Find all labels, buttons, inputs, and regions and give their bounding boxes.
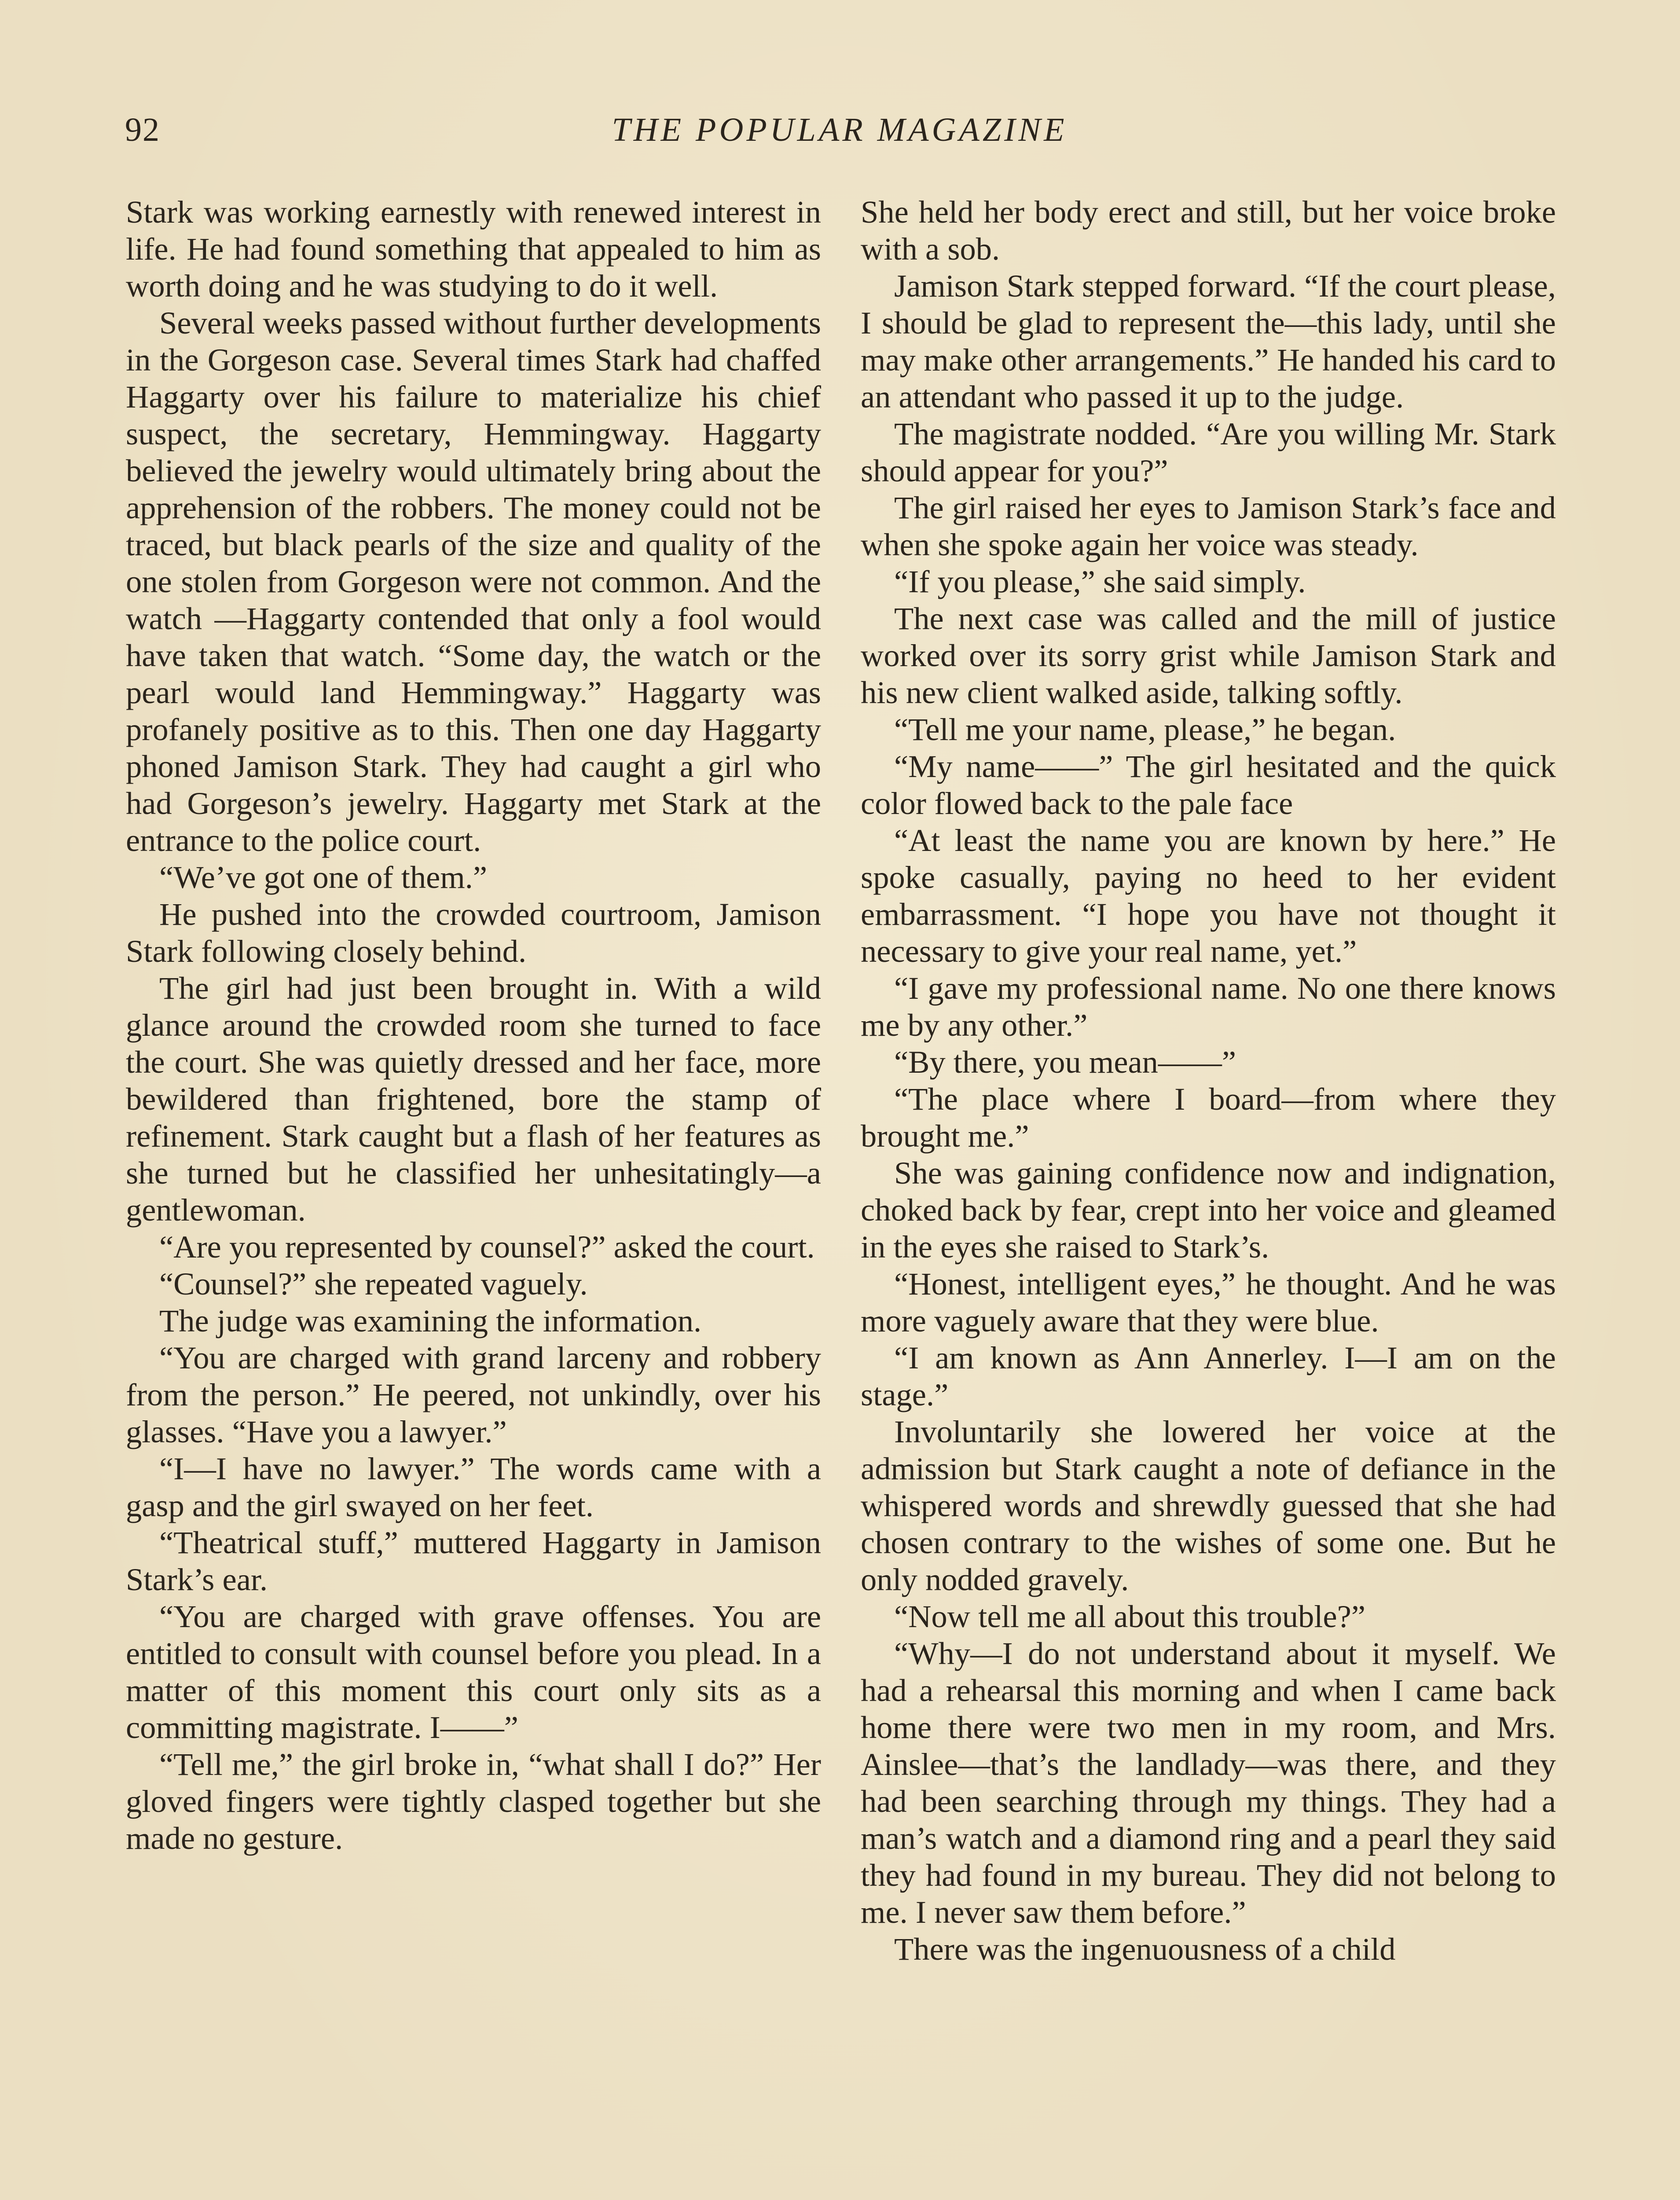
paragraph: Jamison Stark stepped forward. “If the court please, I should be glad to represent the—this lady, until she may make other arrangements.” He handed his card to an attendant who passed it up to the judge.: [861, 268, 1556, 414]
paragraph: “You are charged with grave offenses. You are entitled to consult with counsel before you plead. In a matter of this moment this court only sits as a committing magistrate. I——”: [126, 1599, 821, 1745]
paragraph: “I am known as Ann Annerley. I—I am on the stage.”: [861, 1340, 1556, 1412]
paragraph: The girl raised her eyes to Jamison Stark’s face and when she spoke again her voice was steady.: [861, 490, 1556, 562]
paragraph: “The place where I board—from where they brought me.”: [861, 1081, 1556, 1154]
paragraph: “Counsel?” she repeated vaguely.: [159, 1266, 588, 1302]
running-head: [125, 111, 1554, 159]
paragraph: “At least the name you are known by here.” He spoke casually, paying no heed to her evident embarrassment. “I hope you have not thought it necessary to give your real name, yet.”: [861, 822, 1556, 969]
paragraph: She held her body erect and still, but her voice broke with a sob.: [861, 194, 1556, 267]
paragraph: “I—I have no lawyer.” The words came with a gasp and the girl swayed on her feet.: [126, 1451, 821, 1523]
paragraph: The girl had just been brought in. With a wild glance around the crowded room she turned to face the court. She was quietly dressed and her face, more bewildered than frightened, bore the stamp of refinement. Stark caught but a flash of her features as she turned but he classified her unhesitatingly—a gentlewoman.: [126, 970, 821, 1228]
paragraph: Stark was working earnestly with renewed interest in life. He had found something that appealed to him as worth doing and he was studying to do it well.: [126, 194, 821, 304]
paragraph: “We’ve got one of them.”: [159, 859, 488, 895]
paragraph: “Now tell me all about this trouble?”: [894, 1599, 1366, 1634]
paragraph: The next case was called and the mill of justice worked over its sorry grist while Jamison Stark and his new client walked aside, talking softly.: [861, 601, 1556, 710]
paragraph: “Are you represented by counsel?” asked the court.: [159, 1229, 815, 1265]
magazine-title: THE POPULAR MAGAZINE: [612, 111, 1067, 148]
paragraph: “Tell me,” the girl broke in, “what shall I do?” Her gloved fingers were tightly clasped together but she made no gesture.: [126, 1746, 821, 1856]
paragraph: The judge was examining the information.: [159, 1303, 702, 1338]
page-number: 92: [125, 111, 160, 148]
paragraph: There was the ingenuousness of a child: [894, 1931, 1396, 1967]
paragraph: Several weeks passed without further developments in the Gorgeson case. Several times Stark had chaffed Haggarty over his failure to materialize his chief suspect, the secretary, Hemmingway. Haggarty believed the jewelry would ultimately bring about the apprehension of the robbers. The money could not be traced, but black pearls of the size and quality of the one stolen from Gorgeson were not common. And the watch —Haggarty contended that only a fool would have taken that watch. “Some day, the watch or the pearl would land Hemmingway.” Haggarty was profanely positive as to this. Then one day Haggarty phoned Jamison Stark. They had caught a girl who had Gorgeson’s jewelry. Haggarty met Stark at the entrance to the police court.: [126, 305, 821, 858]
paragraph: “Honest, intelligent eyes,” he thought. And he was more vaguely aware that they were blue.: [861, 1266, 1556, 1338]
paragraph: “By there, you mean——”: [894, 1044, 1236, 1080]
paragraph: He pushed into the crowded courtroom, Jamison Stark following closely behind.: [126, 896, 821, 969]
paragraph: The magistrate nodded. “Are you willing Mr. Stark should appear for you?”: [861, 416, 1556, 488]
left-column: [126, 194, 821, 1857]
paragraph: Involuntarily she lowered her voice at the admission but Stark caught a note of defiance in the whispered words and shrewdly guessed that she had chosen contrary to the wishes of some one. But he only nodded gravely.: [861, 1414, 1556, 1597]
right-column: [861, 194, 1556, 1968]
paragraph: “My name——” The girl hesitated and the quick color flowed back to the pale face: [861, 748, 1556, 821]
paragraph: “Why—I do not understand about it myself. We had a rehearsal this morning and when I came back home there were two men in my room, and Mrs. Ainslee—that’s the landlady—was there, and they had been searching through my things. They had a man’s watch and a diamond ring and a pearl they said they had found in my bureau. They did not belong to me. I never saw them before.”: [861, 1635, 1556, 1930]
paragraph: “Tell me your name, please,” he began.: [894, 711, 1396, 747]
paragraph: “I gave my professional name. No one there knows me by any other.”: [861, 970, 1556, 1043]
paragraph: “Theatrical stuff,” muttered Haggarty in Jamison Stark’s ear.: [126, 1525, 821, 1597]
paragraph: “You are charged with grand larceny and robbery from the person.” He peered, not unkindly, over his glasses. “Have you a lawyer.”: [126, 1340, 821, 1449]
paragraph: She was gaining confidence now and indignation, choked back by fear, crept into her voice and gleamed in the eyes she raised to Stark’s.: [861, 1155, 1556, 1265]
paragraph: “If you please,” she said simply.: [894, 564, 1306, 599]
